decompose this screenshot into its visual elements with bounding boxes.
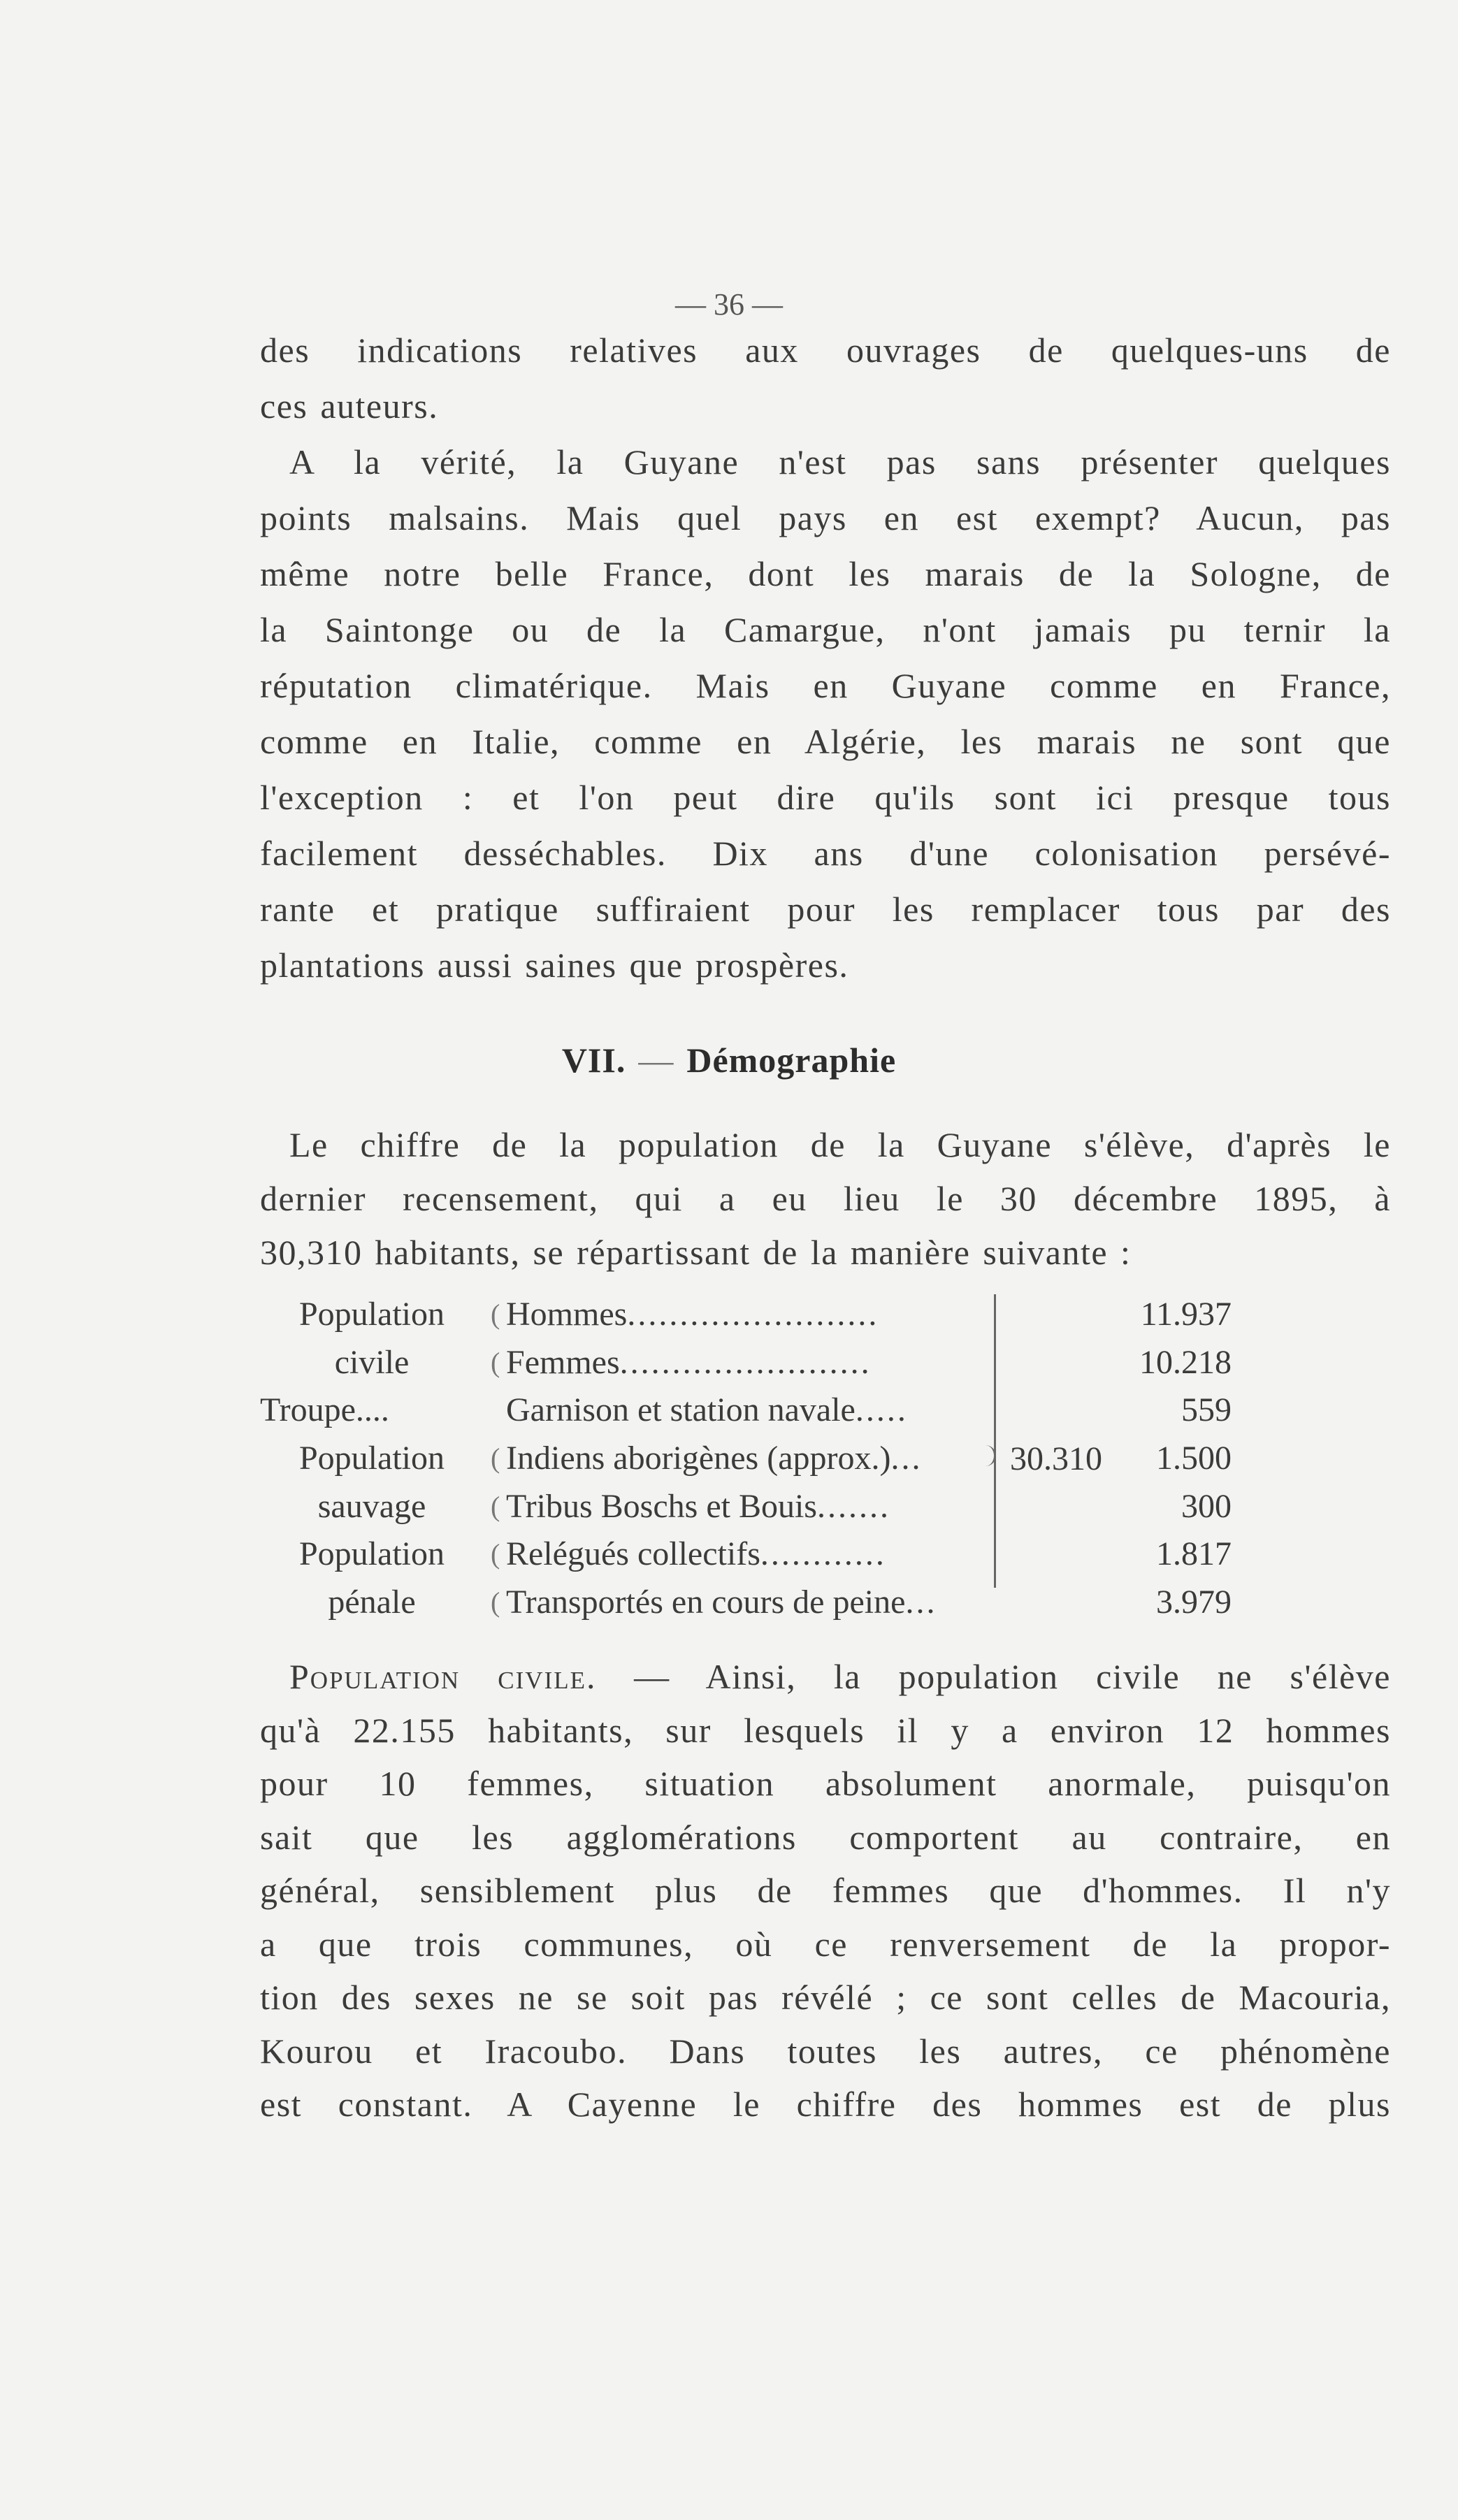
- row-label: [506, 1291, 1065, 1339]
- text-line: A la vérité, la Guyane n'est pas sans présenter quelques: [289, 442, 1391, 481]
- text-line: Le chiffre de la population de la Guyane s'élève, d'après le: [289, 1125, 1391, 1164]
- row-label-text: Femmes: [506, 1343, 620, 1381]
- text-line: sait que les agglomérations comportent au contraire, en: [260, 1817, 1391, 1857]
- row-label: [506, 1483, 1065, 1531]
- brace: (: [491, 1538, 500, 1570]
- row-value: 11.937: [1140, 1296, 1232, 1333]
- row-group-label: Population: [298, 1296, 445, 1333]
- row-label-text: Hommes: [506, 1296, 628, 1333]
- row-label-text: Tribus Boschs et Bouis: [506, 1487, 817, 1525]
- row-group-label: Population: [298, 1440, 445, 1477]
- text-line: des indications relatives aux ouvrages de quelques-uns de: [260, 331, 1391, 370]
- paragraph-climate: [260, 322, 1391, 993]
- text-line: Kourou et Iracoubo. Dans toutes les autres, ce phénomène: [260, 2031, 1391, 2071]
- text-line: comme en Italie, comme en Algérie, les marais ne sont que: [260, 722, 1391, 761]
- row-label-text: Garnison et station navale: [506, 1391, 856, 1429]
- table-row: [260, 1291, 1392, 1339]
- text-line: tion des sexes ne se soit pas révélé ; ce sont celles de Macouria,: [260, 1978, 1391, 2017]
- row-value: 3.979: [1156, 1584, 1232, 1621]
- row-value: 559: [1181, 1391, 1232, 1429]
- row-label-text: Indiens aborigènes (approx.): [506, 1440, 891, 1477]
- row-value: 10.218: [1139, 1343, 1232, 1381]
- section-heading: [0, 1040, 1458, 1080]
- leader-dots: ............: [760, 1535, 886, 1573]
- row-value: 1.500: [1156, 1440, 1232, 1477]
- text-line: réputation climatérique. Mais en Guyane comme en France,: [260, 666, 1391, 705]
- row-value: 1.817: [1156, 1535, 1232, 1573]
- brace: (: [491, 1298, 500, 1330]
- text-line: plantations aussi saines que prospères.: [260, 946, 849, 985]
- row-label: [506, 1530, 1065, 1579]
- text-line: points malsains. Mais quel pays en est exempt? Aucun, pas: [260, 498, 1391, 537]
- row-label: [506, 1579, 1065, 1627]
- text-line: dernier recensement, qui a eu lieu le 30 décembre 1895, à: [260, 1179, 1391, 1218]
- text-line: pour 10 femmes, situation absolument anormale, puisqu'on: [260, 1764, 1391, 1803]
- table-row: [260, 1386, 1392, 1435]
- text-line: 30,310 habitants, se répartissant de la manière suivante :: [260, 1233, 1132, 1272]
- table-row: [260, 1483, 1392, 1531]
- text-line: est constant. A Cayenne le chiffre des hommes est de plus: [260, 2085, 1391, 2124]
- text-line: général, sensiblement plus de femmes que d'hommes. Il n'y: [260, 1871, 1391, 1910]
- table-row: [260, 1530, 1392, 1579]
- population-total: 30.310: [1010, 1440, 1102, 1477]
- run-in-heading: Population civile.: [289, 1657, 597, 1696]
- text-line: la Saintonge ou de la Camargue, n'ont jamais pu ternir la: [260, 610, 1391, 649]
- leader-dots: ...: [905, 1584, 937, 1621]
- table-row: [260, 1579, 1392, 1627]
- section-title: Démographie: [686, 1041, 897, 1080]
- text-line: a que trois communes, où ce renversement de la propor-: [260, 1924, 1391, 1964]
- text-run: — Ainsi, la population civile ne s'élève: [596, 1657, 1391, 1696]
- text-line: même notre belle France, dont les marais de la Sologne, de: [260, 554, 1391, 593]
- row-group-label: Population: [298, 1535, 445, 1573]
- row-value: 300: [1181, 1487, 1232, 1525]
- row-label: [506, 1339, 1065, 1387]
- heading-dash: —: [638, 1041, 674, 1080]
- text-line: facilement desséchables. Dix ans d'une colonisation persévé-: [260, 834, 1391, 873]
- row-group-label: civile: [334, 1343, 410, 1381]
- brace: (: [491, 1346, 500, 1378]
- text-line: qu'à 22.155 habitants, sur lesquels il y a environ 12 hommes: [260, 1710, 1391, 1750]
- page-number: — 36 —: [675, 287, 783, 321]
- row-group-label: pénale: [328, 1584, 416, 1621]
- table-bracket: [994, 1294, 996, 1588]
- brace: (: [491, 1490, 500, 1522]
- leader-dots: .....: [855, 1391, 908, 1429]
- text-line: rante et pratique suffiraient pour les remplacer tous par des: [260, 890, 1391, 929]
- table-row: [260, 1339, 1392, 1387]
- paragraph-civil-population: [260, 1650, 1391, 2131]
- table-row: [260, 1435, 1392, 1483]
- text-line: [260, 1650, 1391, 1704]
- leader-dots: ........................: [627, 1296, 879, 1333]
- brace: (: [491, 1442, 500, 1475]
- population-table: [260, 1291, 1392, 1627]
- row-label-text: Relégués collectifs: [506, 1535, 760, 1573]
- row-group-label: sauvage: [317, 1487, 426, 1525]
- leader-dots: .......: [816, 1487, 890, 1525]
- leader-dots: ...: [890, 1440, 923, 1477]
- text-line: l'exception : et l'on peut dire qu'ils sont ici presque tous: [260, 778, 1391, 817]
- leader-dots: ........................: [619, 1343, 872, 1381]
- text-line: ces auteurs.: [260, 386, 439, 426]
- brace: (: [491, 1586, 500, 1619]
- row-group-label: Troupe....: [260, 1391, 389, 1429]
- row-label: [506, 1435, 1065, 1483]
- row-label: [506, 1386, 1065, 1435]
- row-label-text: Transportés en cours de peine: [506, 1584, 906, 1621]
- section-number: VII.: [561, 1041, 626, 1080]
- paragraph-population-intro: [260, 1118, 1391, 1280]
